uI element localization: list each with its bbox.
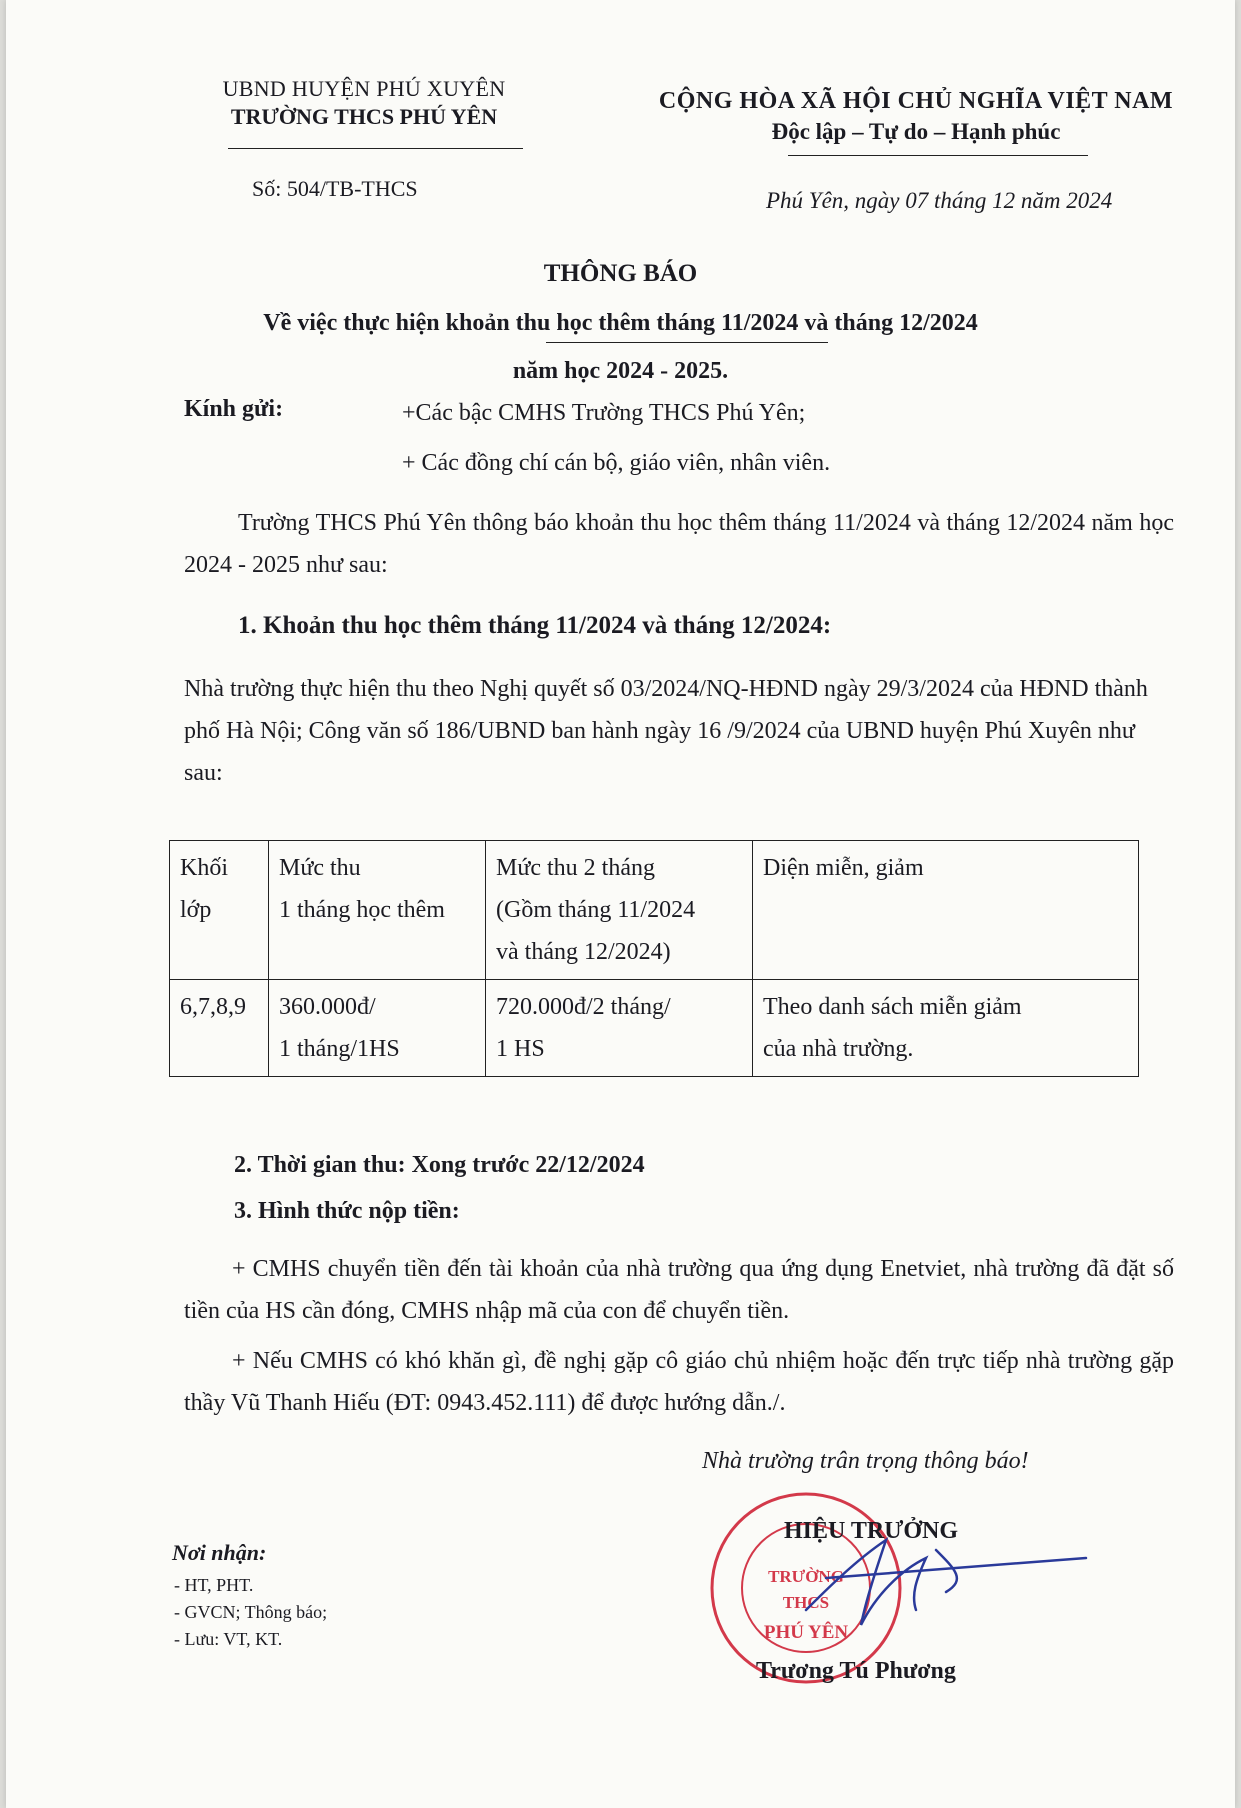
document-subject-continued: năm học 2024 - 2025. <box>512 358 729 384</box>
document-page <box>6 0 1235 1808</box>
payment-instruction-1: + CMHS chuyển tiền đến tài khoản của nhà trường qua ứng dụng Enetviet, nhà trường đã đặt số tiền của HS cần đóng, CMHS nhập mã của con để chuyển tiền. <box>184 1256 1174 1324</box>
svg-text:TRƯỜNG: TRƯỜNG <box>768 1567 844 1586</box>
section-2-heading: 2. Thời gian thu: Xong trước 22/12/2024 <box>234 1152 645 1178</box>
document-number: Số: 504/TB-THCS <box>252 176 418 201</box>
document-subject: Về việc thực hiện khoản thu học thêm tháng 11/2024 và tháng 12/2024 <box>263 310 978 336</box>
header-two-month-fee: Mức thu 2 tháng (Gồm tháng 11/2024 và tháng 12/2024) <box>486 841 753 980</box>
svg-text:THCS: THCS <box>782 1593 830 1612</box>
list-item: - GVCN; Thông báo; <box>174 1602 328 1622</box>
header-monthly-fee: Mức thu 1 tháng học thêm <box>269 841 486 980</box>
school-name: TRƯỜNG THCS PHÚ YÊN <box>230 104 498 129</box>
intro-paragraph: Trường THCS Phú Yên thông báo khoản thu học thêm tháng 11/2024 và tháng 12/2024 năm học 2024 - 2025 như sau: <box>184 510 1174 578</box>
document-title: THÔNG BÁO <box>543 260 698 287</box>
signatory-name: Trương Tú Phương <box>756 1658 956 1684</box>
svg-text:PHÚ YÊN: PHÚ YÊN <box>763 1622 849 1643</box>
list-item: - Lưu: VT, KT. <box>174 1629 283 1649</box>
motto-underline <box>788 155 1088 156</box>
header-exemption: Diện miễn, giảm <box>753 841 1139 980</box>
date-line: Phú Yên, ngày 07 tháng 12 năm 2024 <box>766 188 1113 213</box>
subject-underline <box>546 342 828 343</box>
list-item: - HT, PHT. <box>174 1575 254 1595</box>
distribution-label: Nơi nhận: <box>172 1540 267 1565</box>
national-motto: Độc lập – Tự do – Hạnh phúc <box>771 119 1061 144</box>
authority-name: UBND HUYỆN PHÚ XUYÊN <box>222 76 506 101</box>
issuer-underline <box>228 148 523 149</box>
addressee-staff: + Các đồng chí cán bộ, giáo viên, nhân viên. <box>402 450 831 476</box>
cell-grades: 6,7,8,9 <box>170 980 269 1077</box>
section-1-heading: 1. Khoản thu học thêm tháng 11/2024 và tháng 12/2024: <box>238 612 832 639</box>
addressee-parents: +Các bậc CMHS Trường THCS Phú Yên; <box>402 400 806 426</box>
national-heading <box>626 88 1206 145</box>
addressee-label: Kính gửi: <box>184 396 284 422</box>
nation-name: CỘNG HÒA XÃ HỘI CHỦ NGHĨA VIỆT NAM <box>658 88 1174 114</box>
closing-line: Nhà trường trân trọng thông báo! <box>702 1448 1029 1474</box>
fee-table-row <box>170 980 1139 1077</box>
header-grade: Khối lớp <box>170 841 269 980</box>
payment-instruction-2: + Nếu CMHS có khó khăn gì, đề nghị gặp cô giáo chủ nhiệm hoặc đến trực tiếp nhà trường gặp thầy Vũ Thanh Hiếu (ĐT: 0943.452.111) để được hướng dẫn./. <box>184 1348 1174 1416</box>
distribution-list <box>174 1572 327 1653</box>
fee-table <box>169 840 1139 1077</box>
cell-monthly-fee: 360.000đ/ 1 tháng/1HS <box>269 980 486 1077</box>
issuer-block <box>184 76 544 130</box>
fee-table-header-row <box>170 841 1139 980</box>
legal-basis-paragraph: Nhà trường thực hiện thu theo Nghị quyết số 03/2024/NQ-HĐND ngày 29/3/2024 của HĐND thành phố Hà Nội; Công văn số 186/UBND ban hành ngày 16 /9/2024 của UBND huyện Phú Xuyên như sau: <box>184 676 1148 786</box>
cell-two-month-fee: 720.000đ/2 tháng/ 1 HS <box>486 980 753 1077</box>
cell-exemption: Theo danh sách miễn giảm của nhà trường. <box>753 980 1139 1077</box>
section-3-heading: 3. Hình thức nộp tiền: <box>234 1198 460 1224</box>
signatory-title: HIỆU TRƯỞNG <box>784 1518 959 1544</box>
